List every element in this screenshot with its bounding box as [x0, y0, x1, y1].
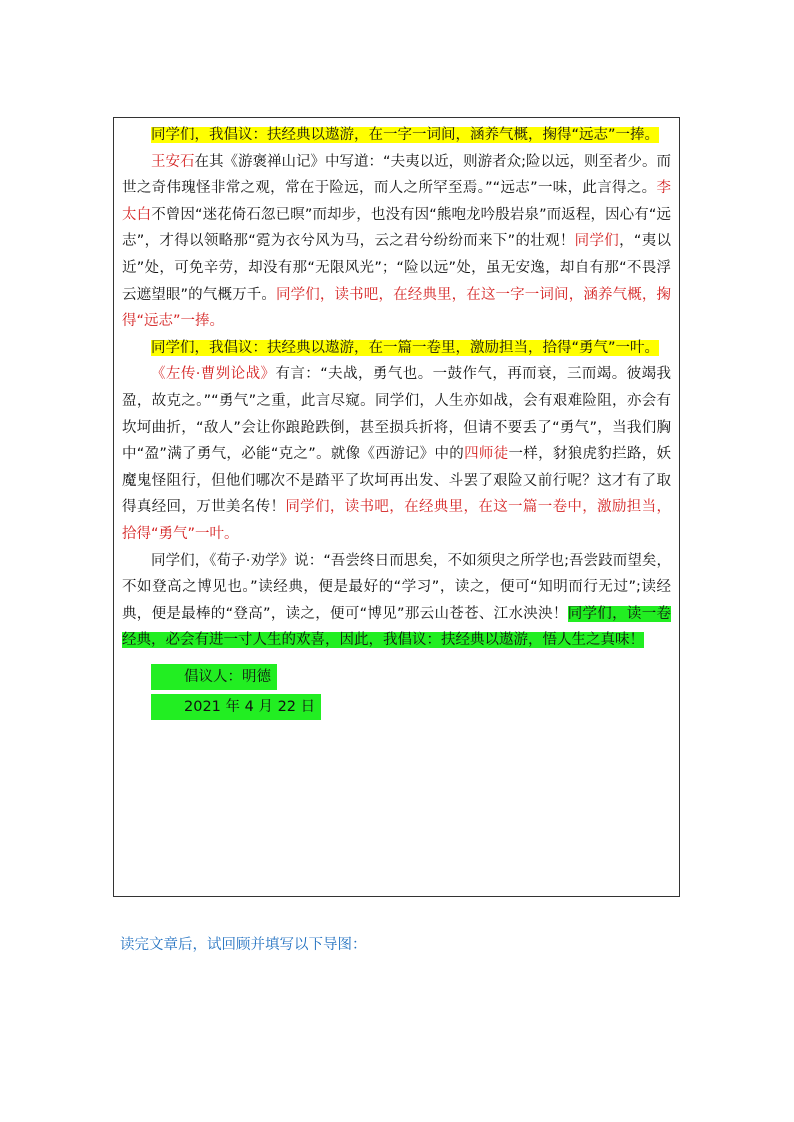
- signature-line: [122, 664, 671, 691]
- body-paragraph-3: [122, 548, 671, 654]
- name-four-pilgrims: 四师徒: [464, 446, 509, 463]
- proposal-body: [122, 122, 671, 721]
- name-wang-anshi: 王安石: [151, 153, 195, 170]
- proposal-paragraph-2: [122, 335, 671, 362]
- text-segment: 一样，豺狼虎豹拦路，妖魔鬼怪阻行，但他们哪次不是踏平了坎坷再出发、斗罢了艰险又前行呢？这才有了取得真经回，万世美名传！: [122, 446, 672, 516]
- proposal-highlight-2: 同学们，我倡议：扶经典以遨游，在一篇一卷里，激励担当，拾得“勇气”一叶。: [151, 339, 660, 356]
- body-paragraph-1: [122, 149, 671, 335]
- text-segment: 在其《游褒禅山记》中写道：“夫夷以近，则游者众;险以远，则至者少。而世之奇伟瑰怪非常之观，常在于险远，而人之所罕至焉。”“远志”一味，此言得之。: [122, 153, 671, 197]
- text-segment: ，“夷以近”处，可免辛劳，却没有那“无限风光”；“险以远”处，虽无安逸，却自有那“不畏浮云遮望眼”的气概万千。: [122, 233, 671, 303]
- red-address: 同学们: [574, 233, 620, 250]
- title-zuozhuan: 《左传·曹刿论战》: [151, 366, 276, 383]
- proposal-box: [113, 117, 680, 897]
- proposal-paragraph-1: [122, 122, 671, 149]
- proposal-highlight-1: 同学们，我倡议：扶经典以遨游，在一字一词间，涵养气概，掬得“远志”一捧。: [151, 127, 660, 143]
- body-paragraph-2: [122, 361, 671, 547]
- signature-name: 倡议人：明德: [151, 664, 277, 690]
- name-li-taibai: 李太白: [122, 180, 671, 223]
- text-segment: 不曾因“迷花倚石忽已暝”而却步，也没有因“熊咆龙吟殷岩泉”而返程，因心有“远志”，才得以领略那“霓为衣兮风为马，云之君兮纷纷而来下”的壮观！: [122, 206, 671, 250]
- text-segment: 同学们，《荀子·劝学》说：“吾尝终日而思矣，不如须臾之所学也;吾尝跂而望矣，不如登高之博见也。”读经典，便是最好的“学习”，读之，便可“知明而行无过”;读经典，便是最棒的“登高”，读之，便可“博见”那云山苍苍、江水泱泱！: [122, 552, 671, 622]
- text-segment: 有言：“夫战，勇气也。一鼓作气，再而衰，三而竭。彼竭我盈，故克之。”“勇气”之重，此言尽窥。同学们，人生亦如战，会有艰难险阻，亦会有坎坷曲折，“敌人”会让你踉跄跌倒，甚至损兵折将，但请不要丢了“勇气”，当我们胸中“盈”满了勇气，必能“克之”。就像《西游记》中的: [122, 366, 671, 463]
- red-call-to-action-2: 同学们，读书吧，在经典里，在这一篇一卷中，激励担当，拾得“勇气”一叶。: [122, 499, 672, 542]
- signature-date: 2021 年 4 月 22 日: [151, 694, 321, 720]
- proposal-highlight-3: 同学们，读一卷经典，必会有进一寸人生的欢喜，因此，我倡议：扶经典以遨游，悟人生之真味！: [122, 605, 672, 649]
- date-line: [122, 694, 671, 721]
- red-call-to-action-1: 同学们，读书吧，在经典里，在这一字一词间，涵养气概，掬得“远志”一捧。: [122, 286, 672, 330]
- instruction-prompt: 读完文章后，试回顾并填写以下导图：: [120, 937, 367, 953]
